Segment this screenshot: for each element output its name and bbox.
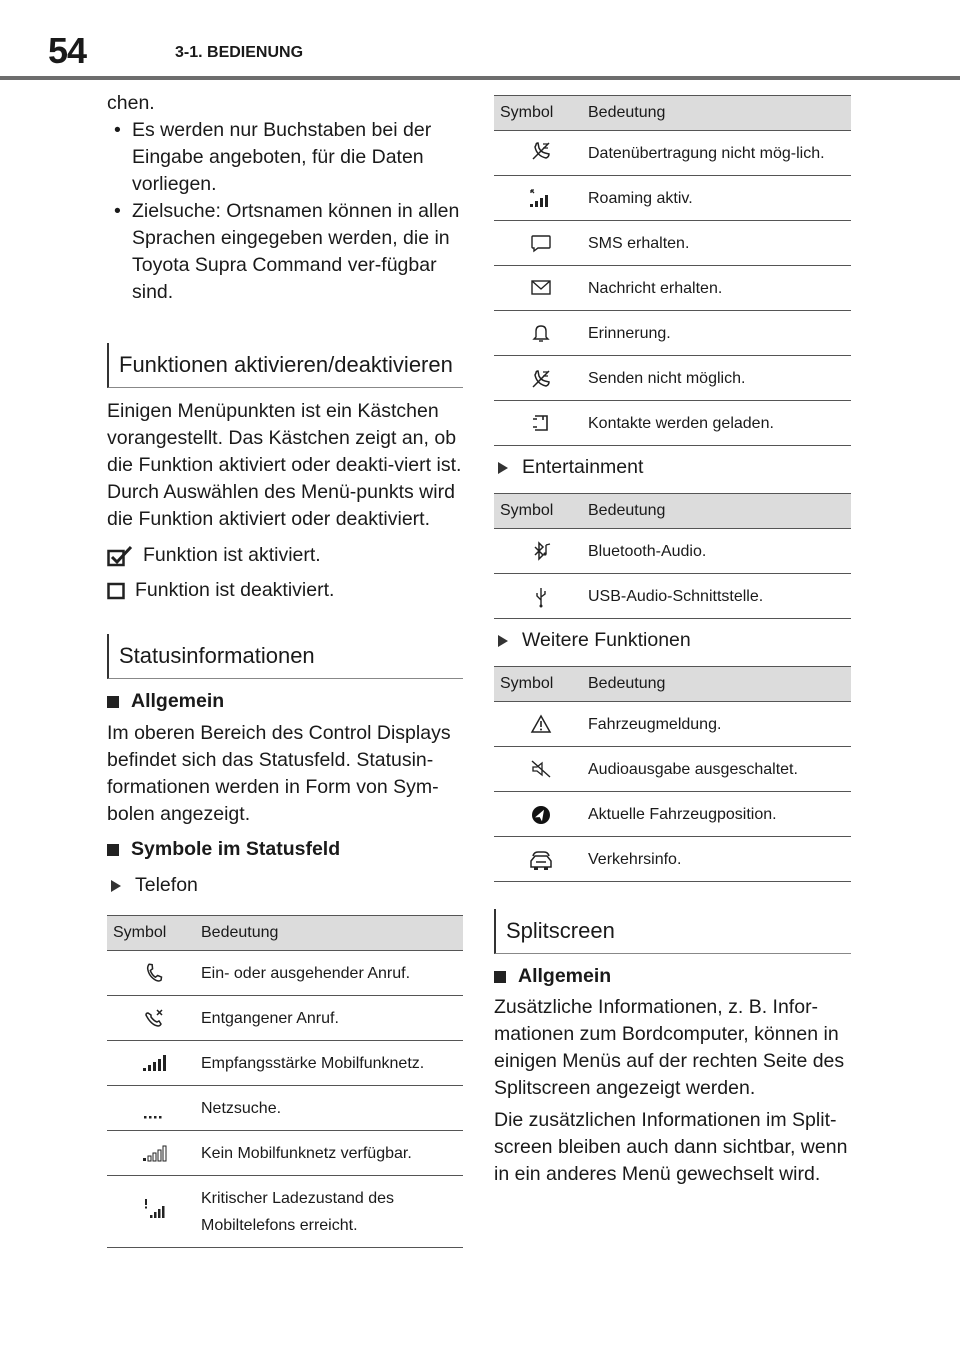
- row-text: Entgangener Anruf.: [201, 996, 463, 1041]
- general-heading-label: Allgemein: [131, 690, 225, 712]
- weitere-table: [494, 666, 851, 882]
- table-row: [494, 176, 851, 221]
- row-text: Verkehrsinfo.: [588, 837, 851, 882]
- telefon-heading: [107, 872, 463, 899]
- left-column: [107, 90, 463, 1248]
- low-battery-signal-icon: [141, 1197, 167, 1221]
- mute-icon: [529, 758, 553, 780]
- usb-icon: [530, 585, 552, 609]
- split-text-1: Zusätzliche Informationen, z. B. Infor-mationen zum Bordcomputer, können in einigen Menüs auf der rechten Seite des Splitscreen angezeigt werden.: [494, 996, 845, 1099]
- bullet-list: [107, 117, 463, 306]
- table-header-row: [494, 494, 851, 529]
- triangle-bullet-icon: [111, 880, 121, 892]
- no-data-transfer-icon: [529, 139, 553, 163]
- bluetooth-audio-icon: [529, 540, 553, 564]
- row-text: USB-Audio-Schnittstelle.: [588, 574, 851, 619]
- triangle-bullet-icon: [498, 635, 508, 647]
- signal-strength-icon: [141, 1052, 167, 1074]
- page-number: 54: [48, 30, 87, 71]
- network-search-icon: [141, 1097, 167, 1119]
- bullet-item: • Zielsuche: Ortsnamen können in allen Sprachen eingegeben werden, die in Toyota Supra Command ver-fügbar sind.: [107, 198, 463, 306]
- square-bullet-icon: [107, 696, 119, 708]
- activated-row: [107, 542, 463, 569]
- row-text: Datenübertragung nicht mög-lich.: [588, 131, 851, 176]
- entertainment-table: [494, 493, 851, 619]
- table-row: [494, 529, 851, 574]
- warning-icon: [529, 713, 553, 735]
- weitere-heading-label: Weitere Funktionen: [522, 629, 691, 651]
- section-label: 3-1. BEDIENUNG: [175, 44, 304, 61]
- table-row: [494, 221, 851, 266]
- sms-icon: [529, 232, 553, 254]
- row-text: Netzsuche.: [201, 1086, 463, 1131]
- square-bullet-icon: [107, 844, 119, 856]
- row-text: Erinnerung.: [588, 311, 851, 356]
- column-header-meaning: Bedeutung: [201, 916, 463, 951]
- table-row: [494, 702, 851, 747]
- weitere-heading: [494, 627, 851, 654]
- column-header-symbol: Symbol: [494, 667, 588, 702]
- missed-call-icon: [143, 1007, 165, 1029]
- column-header-symbol: Symbol: [107, 916, 201, 951]
- row-text: SMS erhalten.: [588, 221, 851, 266]
- table-row: [494, 356, 851, 401]
- table-header-row: [494, 667, 851, 702]
- contacts-loading-icon: [529, 412, 553, 434]
- table-row: [494, 792, 851, 837]
- bullet-item: • Es werden nur Buchstaben bei der Eingabe angeboten, für die Daten vorliegen.: [107, 117, 463, 198]
- telefon-table: [107, 915, 463, 1248]
- entertainment-heading: [494, 454, 851, 481]
- checkbox-checked-icon: [107, 545, 133, 567]
- split-general-heading-label: Allgemein: [518, 965, 612, 987]
- intro-text: chen.: [107, 92, 155, 114]
- table-row: [107, 1041, 463, 1086]
- page-header: [0, 0, 960, 80]
- column-header-meaning: Bedeutung: [588, 494, 851, 529]
- deactivated-row: [107, 577, 463, 604]
- heading-status: Statusinformationen: [107, 634, 463, 679]
- functions-text: Einigen Menüpunkten ist ein Kästchen vorangestellt. Das Kästchen zeigt an, ob die Funktion aktiviert oder deakti-viert ist. Durch Auswählen des Menü-punkts wird die Funktion aktiviert oder deaktiviert.: [107, 400, 462, 530]
- row-text: Audioausgabe ausgeschaltet.: [588, 747, 851, 792]
- table-row: [494, 266, 851, 311]
- symbols-heading: [107, 836, 463, 863]
- right-column: [494, 95, 851, 1188]
- traffic-info-icon: [527, 848, 555, 872]
- send-failed-icon: [529, 367, 553, 391]
- telefon-table-continued: [494, 95, 851, 446]
- telefon-heading-label: Telefon: [135, 874, 198, 896]
- roaming-icon: [528, 187, 554, 209]
- column-header-symbol: Symbol: [494, 494, 588, 529]
- table-row: [494, 131, 851, 176]
- triangle-bullet-icon: [498, 462, 508, 474]
- symbols-heading-label: Symbole im Statusfeld: [131, 838, 341, 860]
- table-row: [107, 1086, 463, 1131]
- row-text: Kein Mobilfunknetz verfügbar.: [201, 1131, 463, 1176]
- square-bullet-icon: [494, 971, 506, 983]
- table-row: [107, 951, 463, 996]
- column-header-symbol: Symbol: [494, 96, 588, 131]
- table-row: [494, 311, 851, 356]
- header-rule: [0, 76, 960, 80]
- general-heading: [107, 688, 463, 715]
- general-text: Im oberen Bereich des Control Displays befindet sich das Statusfeld. Statusin-formationen werden in Form von Sym-bolen angezeigt.: [107, 722, 451, 825]
- row-text: Kritischer Ladezustand des Mobiltelefons erreicht.: [201, 1176, 463, 1248]
- table-row: [494, 747, 851, 792]
- table-row: [107, 1176, 463, 1248]
- row-text: Roaming aktiv.: [588, 176, 851, 221]
- table-row: [494, 574, 851, 619]
- heading-functions: Funktionen aktivieren/deaktivieren: [107, 343, 463, 388]
- row-text: Kontakte werden geladen.: [588, 401, 851, 446]
- column-header-meaning: Bedeutung: [588, 667, 851, 702]
- row-text: Nachricht erhalten.: [588, 266, 851, 311]
- table-header-row: [107, 916, 463, 951]
- table-row: [494, 837, 851, 882]
- phone-icon: [143, 962, 165, 984]
- entertainment-heading-label: Entertainment: [522, 456, 644, 478]
- row-text: Bluetooth-Audio.: [588, 529, 851, 574]
- vehicle-position-icon: [529, 803, 553, 827]
- row-text: Empfangsstärke Mobilfunknetz.: [201, 1041, 463, 1086]
- heading-splitscreen: Splitscreen: [494, 909, 851, 954]
- column-header-meaning: Bedeutung: [588, 96, 851, 131]
- row-text: Ein- oder ausgehender Anruf.: [201, 951, 463, 996]
- table-row: [494, 401, 851, 446]
- table-row: [107, 996, 463, 1041]
- table-header-row: [494, 96, 851, 131]
- activated-label: Funktion ist aktiviert.: [143, 544, 321, 566]
- deactivated-label: Funktion ist deaktiviert.: [135, 579, 335, 601]
- row-text: Senden nicht möglich.: [588, 356, 851, 401]
- split-general-heading: [494, 963, 851, 990]
- message-icon: [529, 277, 553, 299]
- table-row: [107, 1131, 463, 1176]
- row-text: Fahrzeugmeldung.: [588, 702, 851, 747]
- split-text-2: Die zusätzlichen Informationen im Split-screen bleiben auch dann sichtbar, wenn in ein anderes Menü gewechselt wird.: [494, 1109, 848, 1185]
- no-network-icon: [141, 1142, 167, 1164]
- row-text: Aktuelle Fahrzeugposition.: [588, 792, 851, 837]
- reminder-bell-icon: [530, 322, 552, 344]
- checkbox-empty-icon: [107, 580, 125, 602]
